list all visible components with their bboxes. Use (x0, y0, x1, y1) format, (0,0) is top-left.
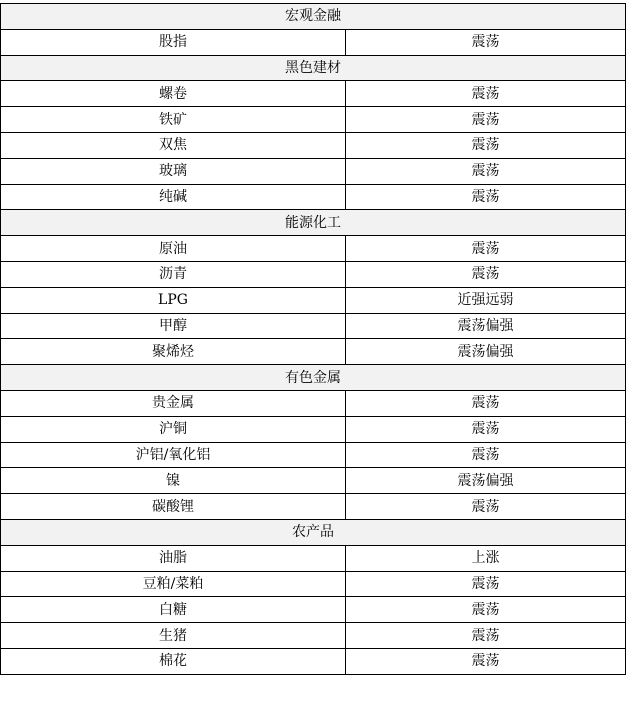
table-row (1, 443, 626, 469)
outlook-cell: 震荡 (346, 443, 626, 468)
product-cell: 碳酸锂 (1, 494, 346, 519)
product-cell: LPG (1, 288, 346, 313)
product-cell: 沪铝/氧化铝 (1, 443, 346, 468)
table-row (1, 288, 626, 314)
section-header-row (1, 365, 626, 391)
outlook-table (0, 3, 626, 675)
product-cell: 镍 (1, 468, 346, 493)
outlook-cell: 震荡 (346, 649, 626, 674)
outlook-cell: 震荡 (346, 30, 626, 55)
section-header-row (1, 4, 626, 30)
outlook-cell: 震荡 (346, 417, 626, 442)
outlook-cell: 震荡偏强 (346, 339, 626, 364)
product-cell: 沥青 (1, 262, 346, 287)
table-row (1, 262, 626, 288)
product-cell: 聚烯烃 (1, 339, 346, 364)
outlook-cell: 震荡 (346, 572, 626, 597)
outlook-cell: 震荡 (346, 236, 626, 261)
product-cell: 纯碱 (1, 185, 346, 210)
table-row (1, 159, 626, 185)
product-cell: 螺卷 (1, 81, 346, 106)
product-cell: 甲醇 (1, 314, 346, 339)
product-cell: 沪铜 (1, 417, 346, 442)
outlook-cell: 震荡 (346, 107, 626, 132)
section-title: 黑色建材 (1, 56, 626, 81)
table-row (1, 623, 626, 649)
outlook-cell: 震荡 (346, 391, 626, 416)
table-row (1, 391, 626, 417)
outlook-cell: 近强远弱 (346, 288, 626, 313)
outlook-cell: 震荡偏强 (346, 468, 626, 493)
product-cell: 生猪 (1, 623, 346, 648)
outlook-cell: 上涨 (346, 546, 626, 571)
table-row (1, 546, 626, 572)
outlook-cell: 震荡 (346, 597, 626, 622)
table-row (1, 649, 626, 675)
product-cell: 双焦 (1, 133, 346, 158)
section-header-row (1, 210, 626, 236)
outlook-cell: 震荡 (346, 623, 626, 648)
table-row (1, 107, 626, 133)
section-header-row (1, 56, 626, 82)
outlook-cell: 震荡 (346, 81, 626, 106)
outlook-cell: 震荡 (346, 159, 626, 184)
product-cell: 铁矿 (1, 107, 346, 132)
table-row (1, 468, 626, 494)
table-row (1, 30, 626, 56)
table-row (1, 417, 626, 443)
table-row (1, 572, 626, 598)
table-row (1, 597, 626, 623)
table-row (1, 339, 626, 365)
section-title: 能源化工 (1, 210, 626, 235)
outlook-cell: 震荡 (346, 262, 626, 287)
section-title: 有色金属 (1, 365, 626, 390)
product-cell: 棉花 (1, 649, 346, 674)
table-row (1, 494, 626, 520)
product-cell: 豆粕/菜粕 (1, 572, 346, 597)
outlook-cell: 震荡 (346, 185, 626, 210)
product-cell: 玻璃 (1, 159, 346, 184)
product-cell: 白糖 (1, 597, 346, 622)
table-row (1, 236, 626, 262)
product-cell: 贵金属 (1, 391, 346, 416)
product-cell: 股指 (1, 30, 346, 55)
outlook-cell: 震荡 (346, 494, 626, 519)
table-row (1, 185, 626, 211)
table-row (1, 314, 626, 340)
product-cell: 原油 (1, 236, 346, 261)
outlook-cell: 震荡 (346, 133, 626, 158)
product-cell: 油脂 (1, 546, 346, 571)
section-title: 宏观金融 (1, 4, 626, 29)
outlook-cell: 震荡偏强 (346, 314, 626, 339)
table-row (1, 81, 626, 107)
section-header-row (1, 520, 626, 546)
table-row (1, 133, 626, 159)
section-title: 农产品 (1, 520, 626, 545)
